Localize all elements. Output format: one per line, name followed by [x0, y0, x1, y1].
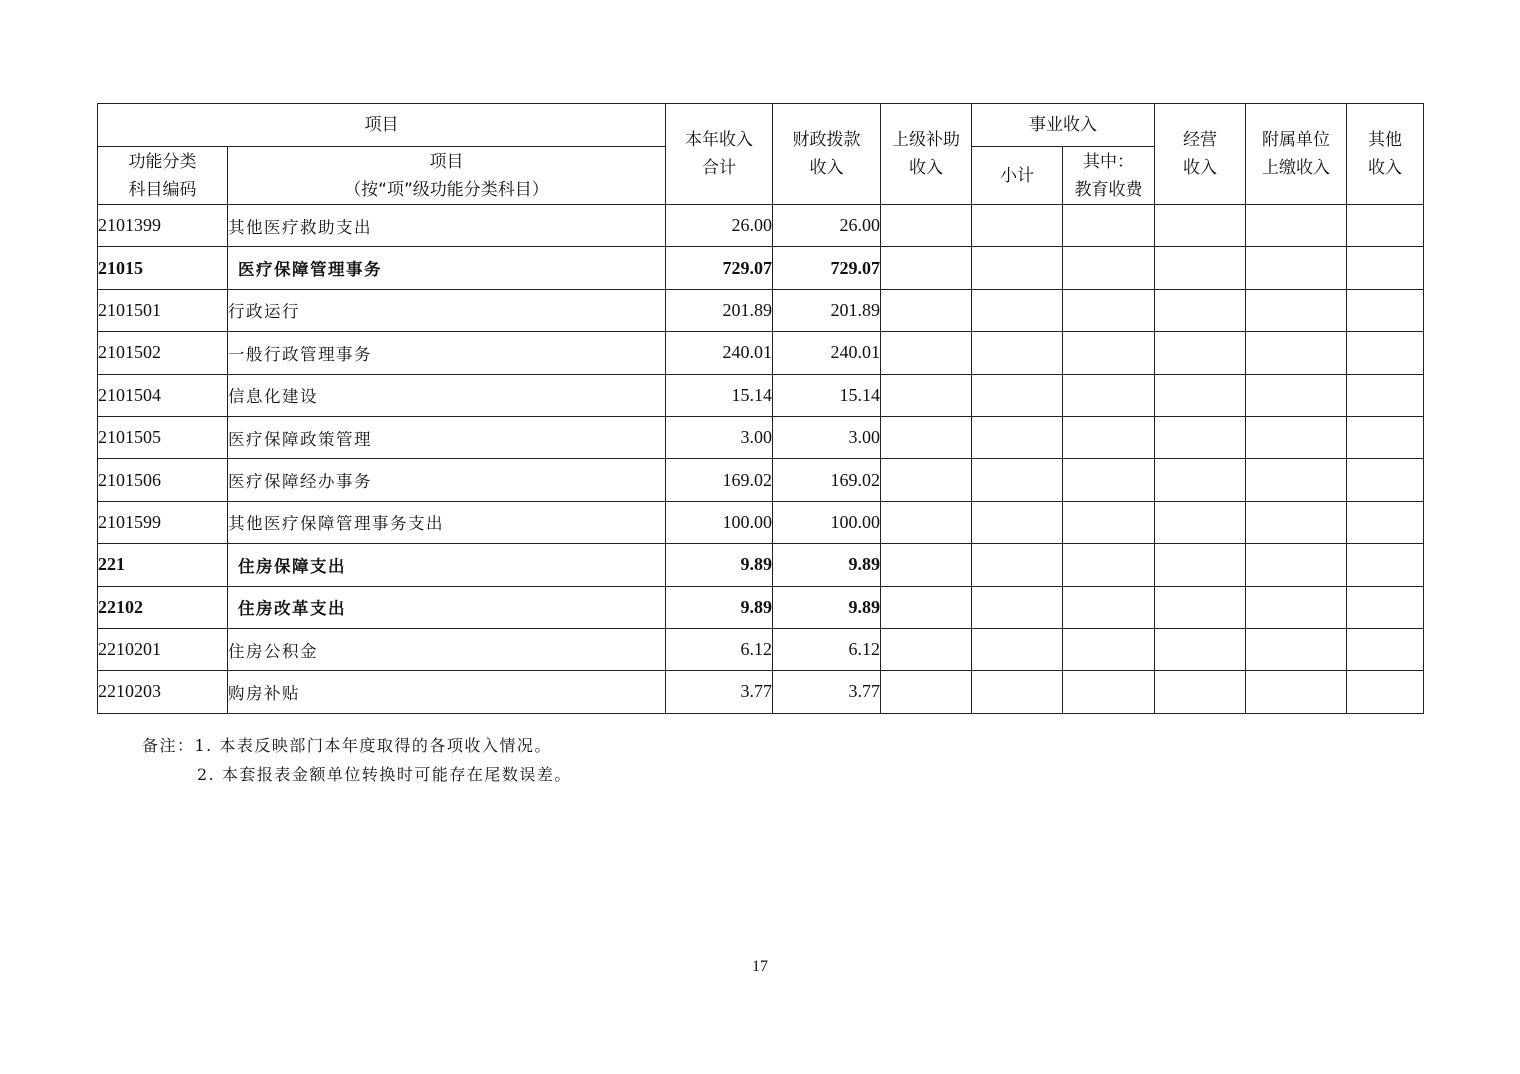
header-code-line1: 功能分类 — [128, 151, 197, 172]
operating-income-cell — [1155, 501, 1246, 543]
education-fee-cell — [1063, 289, 1155, 331]
total-income-cell: 9.89 — [666, 586, 773, 628]
table-body — [98, 205, 1424, 714]
fiscal-income-cell: 201.89 — [773, 289, 881, 331]
superior-subsidy-cell — [881, 459, 972, 501]
name-cell: 行政运行 — [228, 289, 666, 331]
affiliated-income-cell — [1246, 247, 1347, 289]
total-income-cell: 169.02 — [666, 459, 773, 501]
business-subtotal-cell — [972, 289, 1063, 331]
superior-subsidy-cell — [881, 205, 972, 247]
total-income-cell: 15.14 — [666, 374, 773, 416]
operating-income-cell — [1155, 628, 1246, 670]
superior-subsidy-cell — [881, 416, 972, 458]
fiscal-income-cell: 26.00 — [773, 205, 881, 247]
table-row — [98, 501, 1424, 543]
affiliated-income-cell — [1246, 332, 1347, 374]
fiscal-income-cell: 9.89 — [773, 586, 881, 628]
operating-income-cell — [1155, 586, 1246, 628]
header-other-income — [1347, 104, 1424, 205]
code-cell: 2101504 — [98, 374, 228, 416]
education-fee-cell — [1063, 544, 1155, 586]
total-income-cell: 9.89 — [666, 544, 773, 586]
affiliated-income-cell — [1246, 205, 1347, 247]
header-operating-line1: 经营 — [1183, 130, 1217, 150]
header-name-line2: （按“项”级功能分类科目） — [344, 179, 549, 200]
income-table — [97, 103, 1424, 714]
business-subtotal-cell — [972, 628, 1063, 670]
fiscal-income-cell: 3.00 — [773, 416, 881, 458]
business-subtotal-cell — [972, 416, 1063, 458]
superior-subsidy-cell — [881, 374, 972, 416]
fiscal-income-cell: 6.12 — [773, 628, 881, 670]
header-total-income — [666, 104, 773, 205]
business-subtotal-cell — [972, 586, 1063, 628]
other-income-cell — [1347, 332, 1424, 374]
fiscal-income-cell: 9.89 — [773, 544, 881, 586]
superior-subsidy-cell — [881, 332, 972, 374]
affiliated-income-cell — [1246, 374, 1347, 416]
operating-income-cell — [1155, 247, 1246, 289]
header-total-line2: 合计 — [702, 158, 736, 178]
business-subtotal-cell — [972, 332, 1063, 374]
table-row — [98, 459, 1424, 501]
header-operating-income — [1155, 104, 1246, 205]
name-cell: 医疗保障管理事务 — [228, 247, 666, 289]
code-cell: 2210203 — [98, 671, 228, 713]
header-function-code — [98, 147, 228, 205]
fiscal-income-cell: 169.02 — [773, 459, 881, 501]
other-income-cell — [1347, 205, 1424, 247]
name-cell: 医疗保障经办事务 — [228, 459, 666, 501]
education-fee-cell — [1063, 459, 1155, 501]
other-income-cell — [1347, 247, 1424, 289]
superior-subsidy-cell — [881, 586, 972, 628]
education-fee-cell — [1063, 374, 1155, 416]
operating-income-cell — [1155, 332, 1246, 374]
header-project-group: 项目 — [98, 104, 666, 147]
superior-subsidy-cell — [881, 628, 972, 670]
header-total-line1: 本年收入 — [685, 130, 753, 150]
name-cell: 信息化建设 — [228, 374, 666, 416]
table-row — [98, 374, 1424, 416]
fiscal-income-cell: 3.77 — [773, 671, 881, 713]
business-subtotal-cell — [972, 671, 1063, 713]
operating-income-cell — [1155, 416, 1246, 458]
other-income-cell — [1347, 628, 1424, 670]
header-subtotal: 小计 — [972, 147, 1063, 205]
total-income-cell: 26.00 — [666, 205, 773, 247]
total-income-cell: 3.00 — [666, 416, 773, 458]
superior-subsidy-cell — [881, 289, 972, 331]
table-row — [98, 289, 1424, 331]
superior-subsidy-cell — [881, 247, 972, 289]
business-subtotal-cell — [972, 247, 1063, 289]
business-subtotal-cell — [972, 374, 1063, 416]
header-affiliated-line1: 附属单位 — [1262, 130, 1330, 150]
other-income-cell — [1347, 289, 1424, 331]
header-name-line1: 项目 — [429, 151, 464, 172]
education-fee-cell — [1063, 205, 1155, 247]
total-income-cell: 3.77 — [666, 671, 773, 713]
table-row — [98, 247, 1424, 289]
notes — [142, 731, 572, 789]
business-subtotal-cell — [972, 544, 1063, 586]
header-code-line2: 科目编码 — [128, 179, 197, 200]
total-income-cell: 240.01 — [666, 332, 773, 374]
header-operating-line2: 收入 — [1183, 158, 1217, 178]
other-income-cell — [1347, 671, 1424, 713]
superior-subsidy-cell — [881, 544, 972, 586]
table-row — [98, 205, 1424, 247]
operating-income-cell — [1155, 671, 1246, 713]
table-row — [98, 544, 1424, 586]
header-affiliated-line2: 上缴收入 — [1262, 158, 1330, 178]
other-income-cell — [1347, 586, 1424, 628]
table-row — [98, 628, 1424, 670]
business-subtotal-cell — [972, 459, 1063, 501]
education-fee-cell — [1063, 416, 1155, 458]
fiscal-income-cell: 729.07 — [773, 247, 881, 289]
affiliated-income-cell — [1246, 289, 1347, 331]
education-fee-cell — [1063, 501, 1155, 543]
education-fee-cell — [1063, 586, 1155, 628]
code-cell: 21015 — [98, 247, 228, 289]
table-row — [98, 671, 1424, 713]
education-fee-cell — [1063, 332, 1155, 374]
affiliated-income-cell — [1246, 671, 1347, 713]
name-cell: 医疗保障政策管理 — [228, 416, 666, 458]
header-business-income: 事业收入 — [972, 104, 1155, 147]
operating-income-cell — [1155, 289, 1246, 331]
note-line-1: 备注：1. 本表反映部门本年度取得的各项收入情况。 — [142, 736, 552, 755]
total-income-cell: 100.00 — [666, 501, 773, 543]
total-income-cell: 729.07 — [666, 247, 773, 289]
code-cell: 22102 — [98, 586, 228, 628]
affiliated-income-cell — [1246, 459, 1347, 501]
code-cell: 2210201 — [98, 628, 228, 670]
header-fiscal-appropriation — [773, 104, 881, 205]
header-superior-subsidy — [881, 104, 972, 205]
code-cell: 221 — [98, 544, 228, 586]
header-superior-line2: 收入 — [909, 158, 943, 178]
header-item-name — [228, 147, 666, 205]
operating-income-cell — [1155, 459, 1246, 501]
operating-income-cell — [1155, 205, 1246, 247]
header-superior-line1: 上级补助 — [892, 130, 960, 150]
table-row — [98, 332, 1424, 374]
name-cell: 住房公积金 — [228, 628, 666, 670]
affiliated-income-cell — [1246, 586, 1347, 628]
page-number: 17 — [752, 958, 768, 975]
name-cell: 一般行政管理事务 — [228, 332, 666, 374]
operating-income-cell — [1155, 544, 1246, 586]
code-cell: 2101399 — [98, 205, 228, 247]
fiscal-income-cell: 15.14 — [773, 374, 881, 416]
header-other-line2: 收入 — [1368, 158, 1402, 178]
other-income-cell — [1347, 501, 1424, 543]
business-subtotal-cell — [972, 501, 1063, 543]
code-cell: 2101501 — [98, 289, 228, 331]
fiscal-income-cell: 100.00 — [773, 501, 881, 543]
table-row — [98, 416, 1424, 458]
code-cell: 2101599 — [98, 501, 228, 543]
name-cell: 住房改革支出 — [228, 586, 666, 628]
affiliated-income-cell — [1246, 501, 1347, 543]
business-subtotal-cell — [972, 205, 1063, 247]
other-income-cell — [1347, 544, 1424, 586]
superior-subsidy-cell — [881, 501, 972, 543]
education-fee-cell — [1063, 247, 1155, 289]
name-cell: 住房保障支出 — [228, 544, 666, 586]
total-income-cell: 6.12 — [666, 628, 773, 670]
affiliated-income-cell — [1246, 544, 1347, 586]
name-cell: 其他医疗救助支出 — [228, 205, 666, 247]
operating-income-cell — [1155, 374, 1246, 416]
code-cell: 2101505 — [98, 416, 228, 458]
education-fee-cell — [1063, 671, 1155, 713]
header-edu-line2: 教育收费 — [1074, 179, 1143, 200]
superior-subsidy-cell — [881, 671, 972, 713]
code-cell: 2101502 — [98, 332, 228, 374]
fiscal-income-cell: 240.01 — [773, 332, 881, 374]
name-cell: 购房补贴 — [228, 671, 666, 713]
other-income-cell — [1347, 459, 1424, 501]
header-fiscal-line1: 财政拨款 — [792, 130, 861, 150]
header-edu-line1: 其中： — [1083, 151, 1134, 172]
affiliated-income-cell — [1246, 416, 1347, 458]
header-affiliated-income — [1246, 104, 1347, 205]
name-cell: 其他医疗保障管理事务支出 — [228, 501, 666, 543]
note-line-2: 2. 本套报表金额单位转换时可能存在尾数误差。 — [197, 765, 572, 784]
total-income-cell: 201.89 — [666, 289, 773, 331]
affiliated-income-cell — [1246, 628, 1347, 670]
other-income-cell — [1347, 374, 1424, 416]
header-education-fee — [1063, 147, 1155, 205]
education-fee-cell — [1063, 628, 1155, 670]
code-cell: 2101506 — [98, 459, 228, 501]
other-income-cell — [1347, 416, 1424, 458]
header-fiscal-line2: 收入 — [809, 158, 844, 178]
table-row — [98, 586, 1424, 628]
header-other-line1: 其他 — [1368, 130, 1402, 150]
